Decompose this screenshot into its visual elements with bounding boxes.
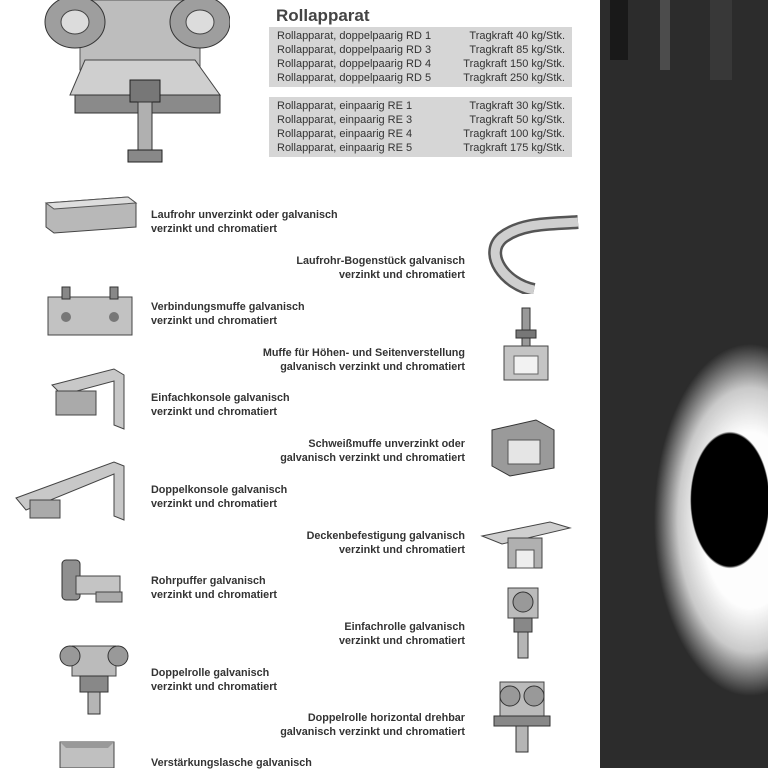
item-line: verzinkt und chromatiert [151, 223, 277, 235]
item-schweissmuffe [280, 437, 465, 465]
verbindungsmuffe-image [44, 283, 136, 339]
item-line: galvanisch verzinkt und chromatiert [280, 452, 465, 464]
page-title: Rollapparat [276, 6, 370, 25]
rohrpuffer-image [56, 556, 126, 606]
item-line: Einfachrolle galvanisch [344, 621, 465, 633]
item-doppelrolle-horizontal [280, 711, 465, 739]
spec-load: Tragkraft 85 kg/Stk. [469, 44, 565, 56]
doppelrolle-image [58, 640, 130, 716]
spec-load: Tragkraft 50 kg/Stk. [469, 114, 565, 126]
item-line: Doppelrolle galvanisch [151, 667, 270, 679]
spec-name: Rollapparat, einpaarig RE 1 [277, 100, 413, 112]
spec-name: Rollapparat, doppelpaarig RD 1 [277, 30, 432, 42]
spec-name: Rollapparat, doppelpaarig RD 5 [277, 72, 432, 84]
verstaerkungslasche-image [58, 740, 118, 768]
item-line: verzinkt und chromatiert [151, 406, 277, 418]
spec-row [269, 141, 572, 155]
item-line: Rohrpuffer galvanisch [151, 575, 266, 587]
spec-row [269, 29, 572, 43]
spec-table-double [269, 27, 572, 87]
einfachkonsole-image [48, 365, 128, 431]
item-line: verzinkt und chromatiert [151, 681, 277, 693]
item-line: galvanisch verzinkt und chromatiert [280, 361, 465, 373]
spec-row [269, 113, 572, 127]
item-deckenbefestigung [307, 529, 465, 557]
einfachrolle-image [498, 582, 548, 662]
item-line: Deckenbefestigung galvanisch [306, 530, 465, 542]
item-line: Laufrohr unverzinkt oder galvanisch [151, 209, 338, 221]
muffe-verstellung-image [498, 306, 554, 384]
spec-load: Tragkraft 40 kg/Stk. [469, 30, 565, 42]
spec-name: Rollapparat, einpaarig RE 3 [277, 114, 413, 126]
item-line: Schweißmuffe unverzinkt oder [308, 438, 465, 450]
item-verbindungsmuffe [151, 300, 305, 328]
laufrohr-image [42, 193, 138, 237]
item-line: Laufrohr-Bogenstück galvanisch [296, 255, 465, 267]
item-line: Muffe für Höhen- und Seitenverstellung [262, 347, 465, 359]
spec-load: Tragkraft 175 kg/Stk. [463, 142, 565, 154]
doppelrolle-horizontal-image [490, 676, 554, 756]
deckenbefestigung-image [480, 516, 572, 572]
spec-load: Tragkraft 150 kg/Stk. [463, 58, 565, 70]
item-bogenstueck [296, 254, 465, 282]
item-muffe-verstellung [263, 346, 465, 374]
rollapparat-image [30, 0, 230, 170]
spec-load: Tragkraft 100 kg/Stk. [463, 128, 565, 140]
item-line: Verstärkungslasche galvanisch [151, 757, 312, 769]
item-line: galvanisch verzinkt und chromatiert [280, 726, 465, 738]
spec-row [269, 57, 572, 71]
item-line: Verbindungsmuffe galvanisch [151, 301, 305, 313]
item-line: Doppelrolle horizontal drehbar [307, 712, 465, 724]
item-line: verzinkt und chromatiert [151, 498, 277, 510]
spec-row [269, 71, 572, 85]
schweissmuffe-image [486, 416, 558, 478]
background-photo [600, 0, 768, 768]
item-einfachkonsole [151, 391, 290, 419]
spec-name: Rollapparat, einpaarig RE 4 [277, 128, 413, 140]
spec-load: Tragkraft 30 kg/Stk. [469, 100, 565, 112]
item-line: Doppelkonsole galvanisch [151, 484, 288, 496]
doppelkonsole-image [14, 458, 128, 524]
spec-table-single [269, 97, 572, 157]
spec-load: Tragkraft 250 kg/Stk. [463, 72, 565, 84]
item-line: verzinkt und chromatiert [151, 589, 277, 601]
item-line: verzinkt und chromatiert [151, 315, 277, 327]
spec-name: Rollapparat, doppelpaarig RD 4 [277, 58, 432, 70]
spec-row [269, 43, 572, 57]
item-line: verzinkt und chromatiert [339, 635, 465, 647]
item-line: verzinkt und chromatiert [339, 544, 465, 556]
item-doppelrolle [151, 666, 277, 694]
item-line: Einfachkonsole galvanisch [151, 392, 290, 404]
item-rohrpuffer [151, 574, 277, 602]
item-laufrohr [151, 208, 338, 236]
item-line: verzinkt und chromatiert [339, 269, 465, 281]
spec-row [269, 127, 572, 141]
spec-name: Rollapparat, doppelpaarig RD 3 [277, 44, 432, 56]
item-einfachrolle [339, 620, 465, 648]
bogenstueck-image [474, 214, 584, 294]
spec-row [269, 99, 572, 113]
item-doppelkonsole [151, 483, 287, 511]
spec-name: Rollapparat, einpaarig RE 5 [277, 142, 413, 154]
